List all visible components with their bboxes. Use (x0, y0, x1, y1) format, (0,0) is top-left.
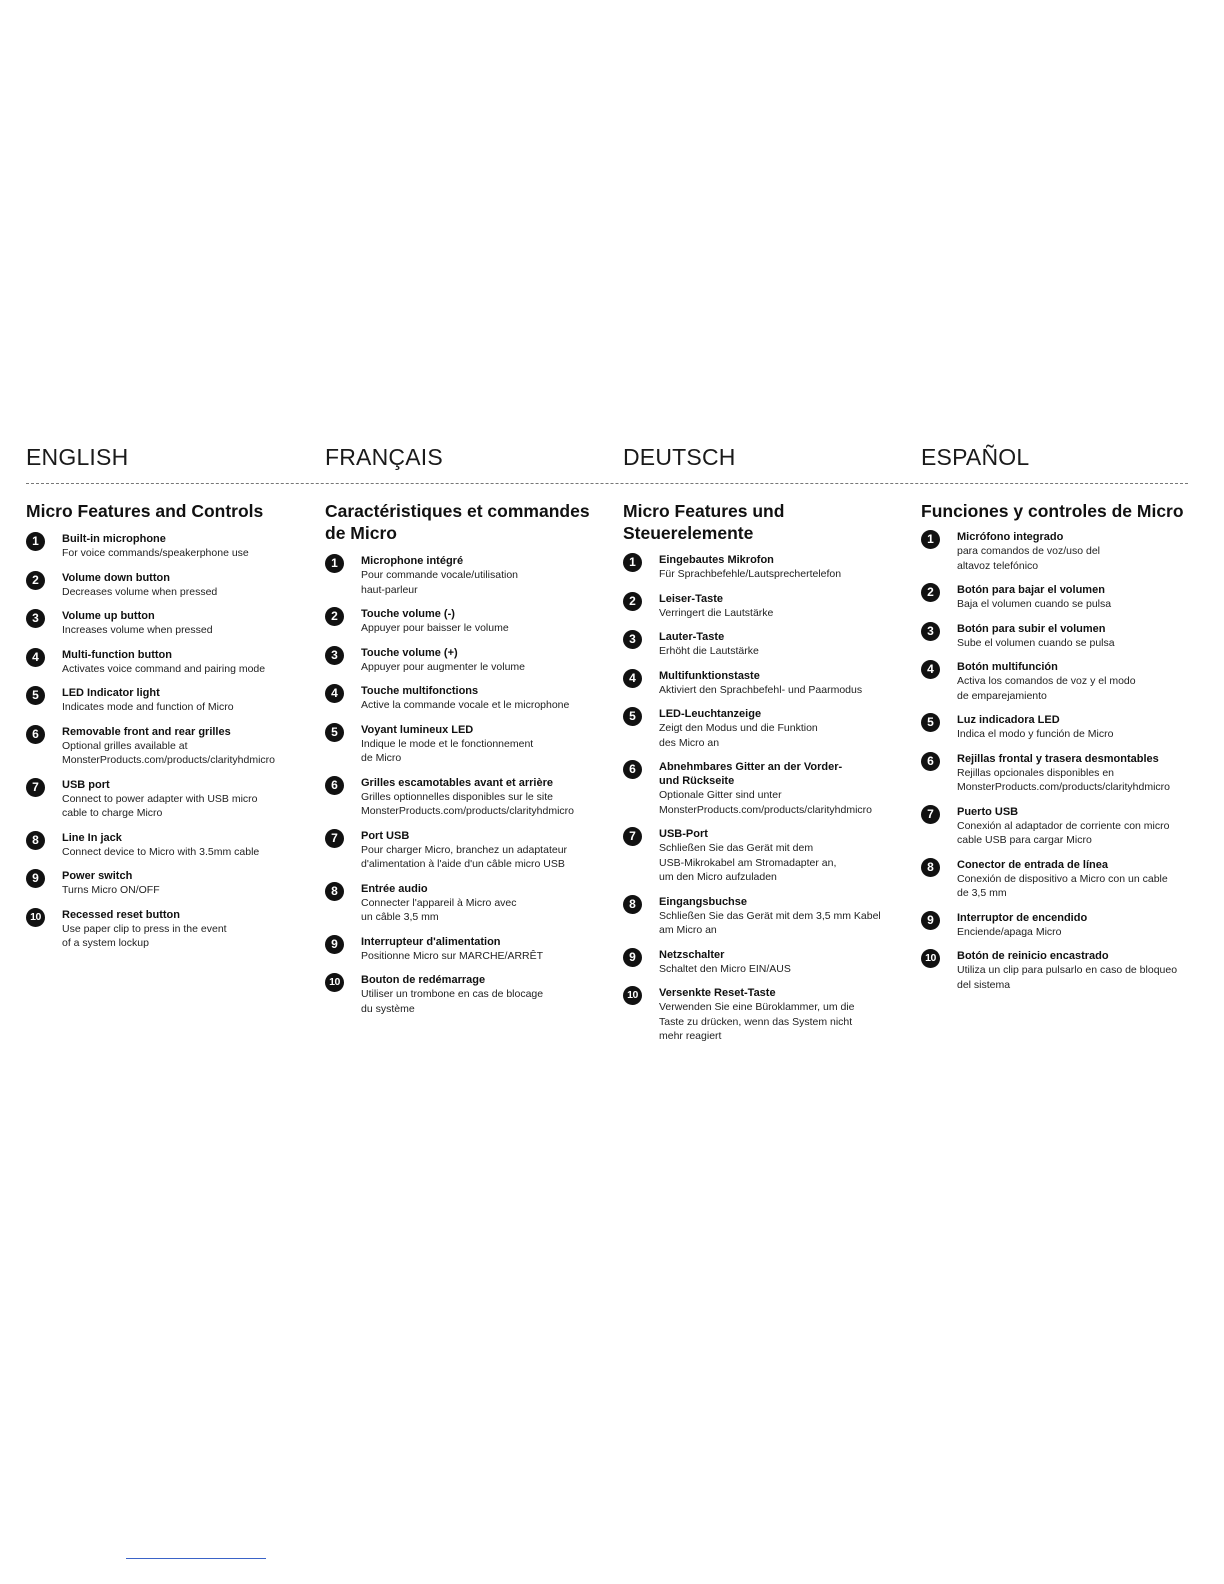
feature-item (623, 895, 898, 938)
feature-item (26, 648, 301, 677)
feature-description: Positionne Micro sur MARCHE/ARRÊT (361, 949, 544, 962)
feature-item (325, 973, 600, 1016)
language-label: DEUTSCH (623, 444, 736, 470)
number-badge-icon: 4 (325, 684, 344, 703)
feature-item (623, 760, 898, 817)
number-badge-icon: 6 (26, 725, 45, 744)
feature-title: Recessed reset button (62, 908, 180, 921)
number-badge-icon: 7 (921, 805, 940, 824)
feature-item (325, 776, 600, 819)
feature-description: Connect to power adapter with USB micro cable to charge Micro (62, 792, 258, 819)
feature-title: Rejillas frontal y trasera desmontables (957, 752, 1159, 765)
feature-title: Interrupteur d'alimentation (361, 935, 501, 948)
feature-item (921, 583, 1196, 612)
number-badge-icon: 7 (325, 829, 344, 848)
footer-line (126, 1558, 266, 1559)
number-badge-icon: 8 (921, 858, 940, 877)
number-badge-icon: 2 (325, 607, 344, 626)
feature-description: Schließen Sie das Gerät mit dem USB-Mikrokabel am Stromadapter an, um den Micro aufzuladen (659, 842, 837, 883)
feature-description: Utiliser un trombone en cas de blocage du système (361, 988, 544, 1015)
feature-description: Use paper clip to press in the event of a system lockup (62, 922, 227, 949)
feature-description: Activates voice command and pairing mode (62, 662, 266, 675)
number-badge-icon: 1 (921, 530, 940, 549)
number-badge-icon: 2 (623, 592, 642, 611)
number-badge-icon: 3 (26, 609, 45, 628)
feature-item (921, 752, 1196, 795)
feature-description: Schaltet den Micro EIN/AUS (659, 962, 791, 975)
feature-description: Verringert die Lautstärke (659, 606, 774, 619)
feature-item (623, 592, 898, 621)
feature-item (623, 827, 898, 885)
feature-title: Touche volume (-) (361, 608, 455, 620)
feature-item (325, 646, 600, 675)
feature-title: Botón multifunción (957, 661, 1058, 673)
number-badge-icon: 10 (325, 973, 344, 992)
feature-item (623, 630, 898, 659)
feature-item (623, 669, 898, 698)
feature-description: Turns Micro ON/OFF (62, 884, 160, 896)
section-heading: Funciones y controles de Micro (921, 501, 1184, 521)
feature-description: Indicates mode and function of Micro (62, 701, 234, 713)
feature-item (921, 805, 1196, 848)
feature-item (921, 858, 1196, 901)
number-badge-icon: 4 (26, 648, 45, 667)
feature-title: Versenkte Reset-Taste (659, 987, 776, 999)
section-heading: Micro Features and Controls (26, 501, 264, 521)
feature-description: Schließen Sie das Gerät mit dem 3,5 mm Kabel am Micro an (659, 909, 881, 936)
feature-item (26, 686, 301, 715)
feature-item (921, 911, 1196, 940)
feature-item (325, 554, 600, 597)
number-badge-icon: 3 (623, 630, 642, 649)
feature-title: Volume down button (62, 571, 170, 584)
number-badge-icon: 9 (921, 911, 940, 930)
feature-title: Botón para subir el volumen (957, 622, 1106, 635)
feature-title: Puerto USB (957, 805, 1019, 818)
feature-title: Line In jack (62, 831, 122, 844)
feature-item (26, 571, 301, 600)
feature-description: Pour charger Micro, branchez un adaptateur d'alimentation à l'aide d'un câble micro USB (361, 843, 568, 870)
feature-title: Eingangsbuchse (659, 895, 748, 908)
number-badge-icon: 6 (325, 776, 344, 795)
feature-title: Luz indicadora LED (957, 714, 1060, 726)
feature-item (921, 713, 1196, 742)
feature-title: Volume up button (62, 610, 155, 622)
feature-description: Conexión de dispositivo a Micro con un cable de 3,5 mm (957, 872, 1168, 899)
feature-description: Sube el volumen cuando se pulsa (957, 636, 1115, 649)
feature-item (26, 869, 301, 898)
feature-item (921, 949, 1196, 992)
feature-title: Multifunktionstaste (659, 669, 760, 682)
feature-item (26, 725, 301, 768)
feature-title: USB-Port (659, 828, 708, 840)
feature-item (26, 609, 301, 638)
number-badge-icon: 5 (26, 686, 45, 705)
feature-description: Utiliza un clip para pulsarlo en caso de bloqueo del sistema (957, 964, 1178, 991)
feature-description: Pour commande vocale/utilisation haut-parleur (361, 569, 518, 596)
feature-title: Port USB (361, 829, 410, 842)
feature-item (921, 530, 1196, 573)
feature-description: Appuyer pour augmenter le volume (361, 660, 526, 673)
feature-title: Botón para bajar el volumen (957, 584, 1105, 596)
feature-title: Conector de entrada de línea (957, 858, 1108, 871)
feature-item (623, 948, 898, 977)
feature-list (26, 532, 301, 961)
feature-description: Conexión al adaptador de corriente con micro cable USB para cargar Micro (957, 819, 1170, 846)
feature-description: Activa los comandos de voz y el modo de emparejamiento (957, 675, 1136, 702)
number-badge-icon: 6 (921, 752, 940, 771)
number-badge-icon: 1 (325, 554, 344, 573)
feature-title: LED-Leuchtanzeige (659, 708, 762, 720)
feature-title: Voyant lumineux LED (361, 723, 474, 736)
feature-item (26, 778, 301, 821)
feature-title: Micrófono integrado (957, 531, 1064, 543)
feature-item (325, 829, 600, 872)
section-heading: Micro Features und Steuerelemente (623, 501, 785, 543)
number-badge-icon: 4 (623, 669, 642, 688)
feature-item (623, 986, 898, 1044)
feature-item (325, 607, 600, 636)
feature-title: Botón de reinicio encastrado (957, 950, 1109, 962)
section-heading: Caractéristiques et commandes de Micro (325, 501, 590, 543)
feature-title: Multi-function button (62, 648, 172, 661)
number-badge-icon: 7 (26, 778, 45, 797)
feature-description: Aktiviert den Sprachbefehl- und Paarmodus (659, 683, 863, 696)
number-badge-icon: 3 (325, 646, 344, 665)
feature-title: Touche multifonctions (361, 685, 479, 697)
number-badge-icon: 8 (623, 895, 642, 914)
feature-item (623, 553, 898, 582)
feature-description: Für Sprachbefehle/Lautsprechertelefon (659, 568, 842, 580)
language-label: FRANÇAIS (325, 444, 443, 470)
feature-title: Entrée audio (361, 882, 428, 895)
feature-description: Enciende/apaga Micro (957, 925, 1062, 938)
number-badge-icon: 5 (623, 707, 642, 726)
number-badge-icon: 2 (26, 571, 45, 590)
language-label: ESPAÑOL (921, 444, 1030, 470)
feature-item (325, 882, 600, 925)
number-badge-icon: 1 (26, 532, 45, 551)
feature-title: Removable front and rear grilles (62, 725, 231, 738)
header-divider (26, 483, 1188, 484)
feature-item (26, 532, 301, 561)
feature-list (325, 554, 600, 1026)
feature-description: Indique le mode et le fonctionnement de Micro (361, 737, 534, 764)
number-badge-icon: 8 (26, 831, 45, 850)
feature-title: USB port (62, 778, 110, 791)
number-badge-icon: 10 (623, 986, 642, 1005)
number-badge-icon: 3 (921, 622, 940, 641)
number-badge-icon: 5 (921, 713, 940, 732)
number-badge-icon: 8 (325, 882, 344, 901)
feature-description: Active la commande vocale et le microphone (361, 699, 570, 711)
feature-item (26, 908, 301, 951)
feature-list (623, 553, 898, 1054)
feature-title: Built-in microphone (62, 533, 166, 545)
number-badge-icon: 7 (623, 827, 642, 846)
number-badge-icon: 2 (921, 583, 940, 602)
feature-description: Connect device to Micro with 3.5mm cable (62, 845, 260, 858)
number-badge-icon: 9 (325, 935, 344, 954)
feature-title: Touche volume (+) (361, 646, 458, 659)
feature-item (325, 935, 600, 964)
feature-title: Grilles escamotables avant et arrière (361, 776, 553, 789)
feature-item (26, 831, 301, 860)
number-badge-icon: 10 (26, 908, 45, 927)
number-badge-icon: 1 (623, 553, 642, 572)
feature-title: LED Indicator light (62, 687, 160, 699)
feature-description: Verwenden Sie eine Büroklammer, um die Taste zu drücken, wenn das System nicht mehr reagiert (659, 1001, 855, 1042)
feature-title: Leiser-Taste (659, 592, 723, 605)
feature-description: Rejillas opcionales disponibles en MonsterProducts.com/products/clarityhdmicro (957, 766, 1170, 793)
feature-title: Lauter-Taste (659, 631, 725, 643)
feature-description: Zeigt den Modus und die Funktion des Micro an (659, 722, 818, 749)
feature-title: Abnehmbares Gitter an der Vorder- und Rückseite (659, 761, 843, 787)
number-badge-icon: 5 (325, 723, 344, 742)
number-badge-icon: 4 (921, 660, 940, 679)
feature-description: Grilles optionnelles disponibles sur le site MonsterProducts.com/products/clarityhdmicro (361, 790, 574, 817)
feature-description: Appuyer pour baisser le volume (361, 622, 509, 634)
feature-item (325, 684, 600, 713)
feature-description: For voice commands/speakerphone use (62, 547, 249, 559)
feature-description: Optional grilles available at MonsterProducts.com/products/clarityhdmicro (62, 739, 275, 766)
feature-title: Interruptor de encendido (957, 911, 1088, 924)
feature-title: Eingebautes Mikrofon (659, 554, 774, 566)
feature-title: Netzschalter (659, 948, 725, 961)
language-label: ENGLISH (26, 444, 129, 470)
feature-description: Baja el volumen cuando se pulsa (957, 598, 1112, 610)
feature-item (921, 622, 1196, 651)
feature-title: Power switch (62, 870, 133, 882)
number-badge-icon: 6 (623, 760, 642, 779)
feature-description: Optionale Gitter sind unter MonsterProducts.com/products/clarityhdmicro (659, 789, 872, 816)
feature-description: Increases volume when pressed (62, 624, 213, 636)
feature-description: Decreases volume when pressed (62, 585, 218, 598)
feature-title: Bouton de redémarrage (361, 974, 486, 986)
feature-item (623, 707, 898, 750)
feature-list (921, 530, 1196, 1002)
feature-description: Indica el modo y función de Micro (957, 728, 1114, 740)
feature-item (325, 723, 600, 766)
feature-description: para comandos de voz/uso del altavoz telefónico (957, 545, 1101, 572)
feature-description: Erhöht die Lautstärke (659, 645, 759, 657)
feature-title: Microphone intégré (361, 555, 464, 567)
feature-item (921, 660, 1196, 703)
number-badge-icon: 9 (26, 869, 45, 888)
feature-description: Connecter l'appareil à Micro avec un câble 3,5 mm (361, 896, 517, 923)
number-badge-icon: 10 (921, 949, 940, 968)
number-badge-icon: 9 (623, 948, 642, 967)
